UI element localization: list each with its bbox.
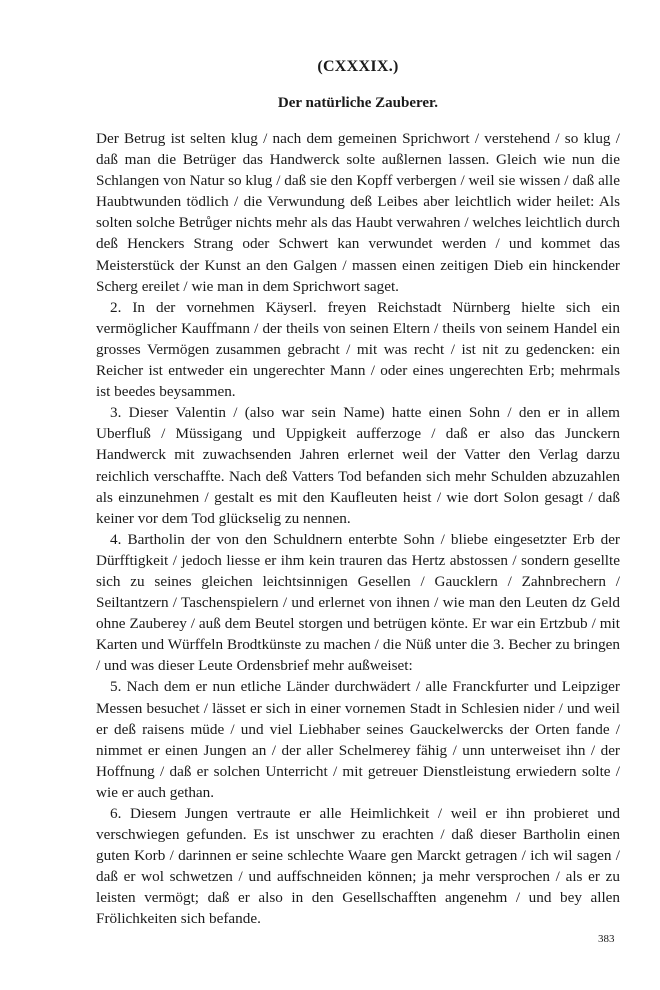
paragraph-5: 5. Nach dem er nun etliche Länder durchwädert / alle Franckfurter und Leipziger Messen besuchet / lässet er sich in einer vornemen Stadt in Schlesien nider / und weil er deß raisens müde / und viel Liebhaber seines Gauckelwercks der Orten fande / nimmet er einen Jungen an / der aller Schelmerey fähig / unn unterweiset ihn / der Hoffnung / daß er solchen Unterricht / mit getreuer Dienstleistung erwiedern solte / wie er auch gethan. <box>96 678 620 801</box>
paragraph-3: 3. Dieser Valentin / (also war sein Name) hatte einen Sohn / den er in allem Uberfluß / Müssigang und Uppigkeit aufferzoge / daß er also das Junckern Handwerck mit zuwachsenden Jahren erlernet weil der Vatter den Verlag darzu reichlich verschaffte. Nach deß Vatters Tod befanden sich mehr Schulden abzuzahlen als einzunehmen / gestalt es mit den Kaufleuten heist / wie dort Solon gesagt / daß keiner vor dem Tod glückselig zu nennen. <box>96 404 620 527</box>
paragraph-intro: Der Betrug ist selten klug / nach dem gemeinen Sprichwort / verstehend / so klug / daß man die Betrüger das Handwerck solte außlernen lassen. Gleich wie nun die Schlangen von Natur so klug / daß sie den Kopff verbergen / weil sie wissen / daß alle Haubtwunden tödlich / die Verwundung deß Leibes aber leichtlich wider heilet: Als solten solche Betrůger nichts mehr als das Haubt verwahren / welches leichtlich durch deß Henckers Strang oder Schwert kan verwundet werden / und kommet das Meisterstück der Kunst an den Galgen / massen einen zeitigen Dieb ein hinckender Scherg ereilet / wie man in dem Sprichwort saget. <box>96 130 620 295</box>
paragraph-2: 2. In der vornehmen Käyserl. freyen Reichstadt Nürnberg hielte sich ein vermöglicher Kauffmann / der theils von seinen Eltern / theils von seinem Handel ein grosses Vermögen zusammen gebracht / mit was recht / ist nit zu gedencken: ein Reicher ist entweder ein ungerechter Mann / oder eines ungerechten Erb; mehrmals ist beedes beysammen. <box>96 298 620 401</box>
body-text <box>96 128 620 930</box>
paragraph-4: 4. Bartholin der von den Schuldnern enterbte Sohn / bliebe eingesetzter Erb der Dürfftigkeit / jedoch liesse er ihm kein trauren das Hertz abstossen / sondern gesellte sich zu seines gleichen leichtsinnigen Gesellen / Gaucklern / Zahnbrechern / Seiltantzern / Taschenspielern / und erlernet von ihnen / wie man den Leuten dz Geld ohne Zauberey / auß dem Beutel storgen und betrügen könte. Er war ein Ertzbub / mit Karten und Würffeln Brodtkünste zu machen / die Nüß unter die 3. Becher zu bringen / und was dieser Leute Ordensbrief mehr außweiset: <box>96 530 620 675</box>
chapter-number: (CXXXIX.) <box>317 58 399 75</box>
paragraph-6: 6. Diesem Jungen vertraute er alle Heimlichkeit / weil er ihn probieret und verschwiegen gefunden. Es ist unschwer zu erachten / daß dieser Bartholin einen guten Korb / darinnen er seine schlechte Waare gen Marckt getragen / ich wil sagen / daß er wol schwetzen / und auffschneiden können; ja mehr versprochen / als er zu leisten vermögt; daß er also in den Gesellschafften angenehm / und bey allen Frölichkeiten sich befande. <box>96 805 620 928</box>
chapter-title: Der natürliche Zauberer. <box>277 95 439 111</box>
page-number: 383 <box>598 933 615 945</box>
